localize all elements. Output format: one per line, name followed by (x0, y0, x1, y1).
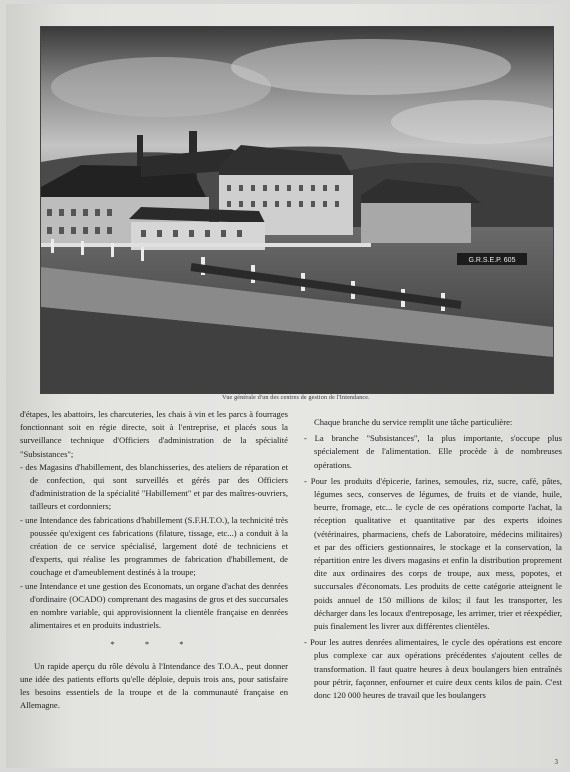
left-paragraph-4: - une Intendance et une gestion des Economats, un organe d'achat des denrées d'ordinaire (OCADO) comprenant des magasins de gros et des succursales en nombre variable, qui approvisionnent la clientèle française en denrées alimentaires et en produits industriels. (20, 580, 288, 631)
photo-caption: Vue générale d'un des centres de gestion de l'Intendance. (222, 395, 370, 401)
right-paragraph-2: - La branche "Subsistances", la plus importante, s'occupe plus spécialement de l'alimentation. Elle procède à de nombreuses opérations. (304, 433, 562, 470)
gate-sign-text: G.R.S.E.P. 605 (468, 257, 516, 264)
factory-photo (40, 26, 554, 394)
right-paragraph-3: - Pour les produits d'épicerie, farines, semoules, riz, sucre, café, pâtes, légumes secs, conserves de légumes, de fruits et de viande, huile, beurre, fromage, etc... le cycle de ces opérations comporte l'achat, la réception qualitative et quantitative par des experts idoines (vétérinaires, pharmaciens, chefs de Laboratoire, médecins militaires) et par des officiers gestionnaires, le stockage et la conservation, la répartition entre les divers magasins et enfin la distribution proprement dite aux ordinaires des corps de troupe, aux mess, popotes, et succursales d'économats. Les produits de cette catégorie atteignent le poids annuel de 150 millions de kilos; il faut les transporter, les décharger dans les locaux d'entreposage, les arrimer, trier et réexpédier, puis finalement les livrer aux différentes clientèles. (304, 475, 562, 632)
factory-photo-image (41, 27, 553, 393)
left-paragraph-2: - des Magasins d'habillement, des blanchisseries, des ateliers de réparation et de confection, qui sont surveillés et gérés par des Officiers d'administration de la spécialité "Habillement" et par des maîtres-ouvriers, tailleurs et cordonniers; (20, 461, 288, 512)
left-paragraph-1: d'étapes, les abattoirs, les charcuteries, les chais à vin et les parcs à fourrages fonctionnant soit en régie directe, soit à l'entreprise, et placés sous la surveillance technique d'Officiers d'administration de la spécialité "Subsistances"; (20, 409, 288, 459)
right-column (304, 416, 562, 702)
section-separator-stars: * * * (110, 639, 198, 650)
left-paragraph-3: - une Intendance des fabrications d'habillement (S.F.H.T.O.), la technicité très poussée qu'exigent ces fabrications (filature, tissage, etc...) a conduit à la création de ce service spécialisé, largement doté de techniciens et d'experts, qui réalise les programmes de fabrication d'habillement, de couchage et d'ameublement destinés à la troupe; (20, 514, 288, 578)
left-paragraph-5: Un rapide aperçu du rôle dévolu à l'Intendance des T.O.A., peut donner une idée des patients efforts qu'elle déploie, depuis trois ans, pour satisfaire les besoins essentiels de la troupe et de la communauté française en Allemagne. (20, 660, 288, 711)
right-paragraph-4: - Pour les autres denrées alimentaires, le cycle des opérations est encore plus complexe car aux opérations précédentes s'ajoutent celles de transformation. Il faut quatre heures à deux boulangers bien entraînés pour pétrir, façonner, enfourner et cuire deux cents kilos de pain. C'est donc 120 000 heures de travail que les boulangers (304, 637, 562, 701)
magazine-page (6, 4, 564, 768)
page-number: 3 (554, 758, 558, 766)
right-paragraph-1: Chaque branche du service remplit une tâche particulière: (314, 417, 513, 427)
left-column (20, 408, 288, 712)
